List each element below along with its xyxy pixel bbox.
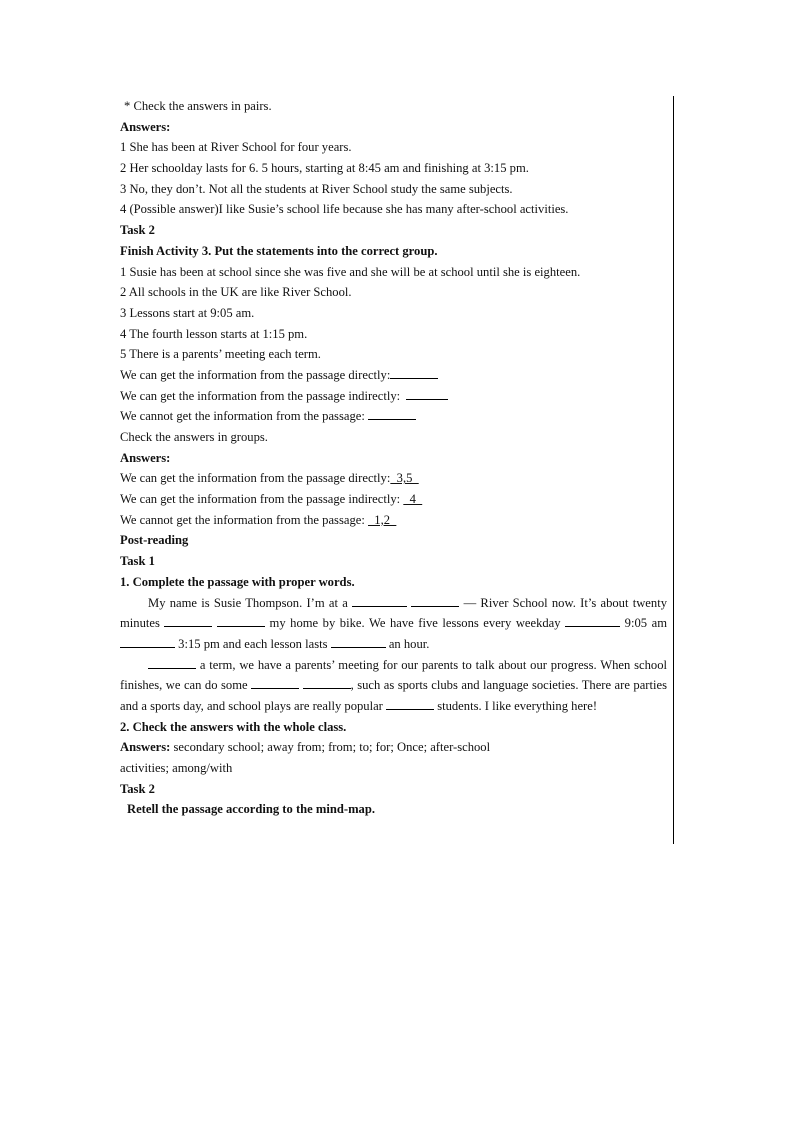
passage-paragraph-2 xyxy=(120,655,667,717)
post-reading-heading: Post-reading xyxy=(120,533,189,548)
passage-text: 9:05 am xyxy=(624,616,667,631)
task2-heading: Task 2 xyxy=(120,223,155,238)
passage-blank xyxy=(331,635,386,648)
answers-label: Answers: xyxy=(120,119,171,134)
group-directly xyxy=(120,365,667,386)
task2-instruction: Finish Activity 3. Put the statements into the correct group. xyxy=(120,243,438,258)
group-indirectly xyxy=(120,386,667,407)
passage-answers xyxy=(120,737,667,758)
passage-blank xyxy=(217,614,265,627)
group-label: We can get the information from the passage directly: xyxy=(120,471,391,486)
passage-text: 3:15 pm and each lesson lasts xyxy=(178,636,328,651)
answer-blank xyxy=(368,407,416,420)
check-groups-text: Check the answers in groups. xyxy=(120,430,268,444)
passage-answers-text: secondary school; away from; from; to; for; Once; after-school xyxy=(170,740,491,755)
answers-label: Answers: xyxy=(120,740,171,755)
passage-blank xyxy=(120,635,175,648)
passage-text: , such as sports clubs and language societies. There are parties and a sports day, and school plays are really popular xyxy=(120,678,667,714)
group-answer-directly xyxy=(120,468,667,489)
passage-answers-continued: activities; among/with xyxy=(120,761,233,776)
answer-line: 2 Her schoolday lasts for 6. 5 hours, starting at 8:45 am and finishing at 3:15 pm. xyxy=(120,161,529,176)
passage-text: my home by bike. We have five lessons every weekday xyxy=(269,616,561,631)
group-answer-value: 4 xyxy=(403,492,423,507)
check-pairs-text: * Check the answers in pairs. xyxy=(124,99,272,113)
passage-blank xyxy=(303,676,351,689)
group-answer-indirectly xyxy=(120,489,667,510)
task1-step2: 2. Check the answers with the whole class. xyxy=(120,719,347,734)
passage-blank xyxy=(386,697,434,710)
passage-paragraph-1 xyxy=(120,593,667,655)
lesson-content xyxy=(120,96,667,820)
answer-line: 3 No, they don’t. Not all the students at River School study the same subjects. xyxy=(120,181,513,196)
group-answer-value: 3,5 xyxy=(390,471,419,486)
answers-label: Answers: xyxy=(120,450,171,465)
answer-line: 4 (Possible answer)I like Susie’s school life because she has many after-school activities. xyxy=(120,202,569,217)
passage-blank xyxy=(164,614,212,627)
task2-retell-instruction: Retell the passage according to the mind-map. xyxy=(127,802,376,817)
task1-step1: 1. Complete the passage with proper words. xyxy=(120,574,355,589)
group-label: We can get the information from the passage indirectly: xyxy=(120,388,401,403)
statement-line: 5 There is a parents’ meeting each term. xyxy=(120,347,321,362)
task2-retell-heading: Task 2 xyxy=(120,781,155,796)
group-label: We can get the information from the passage indirectly: xyxy=(120,492,401,507)
passage-text: students. I like everything here! xyxy=(437,699,598,714)
statement-line: 4 The fourth lesson starts at 1:15 pm. xyxy=(120,326,308,341)
group-cannot xyxy=(120,406,667,427)
statement-line: 2 All schools in the UK are like River School. xyxy=(120,285,352,300)
passage-blank xyxy=(565,614,620,627)
passage-text: — River School now. It’s about twenty minutes xyxy=(120,595,667,631)
passage-blank xyxy=(148,656,196,669)
passage-blank xyxy=(352,594,407,607)
passage-text: a term, we have a parents’ meeting for our parents to talk about our progress. When school finishes, we can do some xyxy=(120,657,667,693)
group-answer-value: 1,2 xyxy=(368,512,397,527)
group-label: We cannot get the information from the passage: xyxy=(120,409,365,424)
passage-text: My name is Susie Thompson. I’m at a xyxy=(148,595,348,610)
group-label: We cannot get the information from the passage: xyxy=(120,512,365,527)
statement-line: 3 Lessons start at 9:05 am. xyxy=(120,305,255,320)
task1-heading: Task 1 xyxy=(120,554,155,569)
lesson-table-cell xyxy=(112,96,674,844)
answer-blank xyxy=(390,366,438,379)
group-label: We can get the information from the passage directly: xyxy=(120,367,391,382)
statement-line: 1 Susie has been at school since she was five and she will be at school until she is eighteen. xyxy=(120,264,581,279)
group-answer-cannot xyxy=(120,510,667,531)
answer-blank xyxy=(406,387,448,400)
passage-blank xyxy=(411,594,459,607)
passage-blank xyxy=(251,676,299,689)
passage-text: an hour. xyxy=(388,636,430,651)
answer-line: 1 She has been at River School for four years. xyxy=(120,140,352,155)
